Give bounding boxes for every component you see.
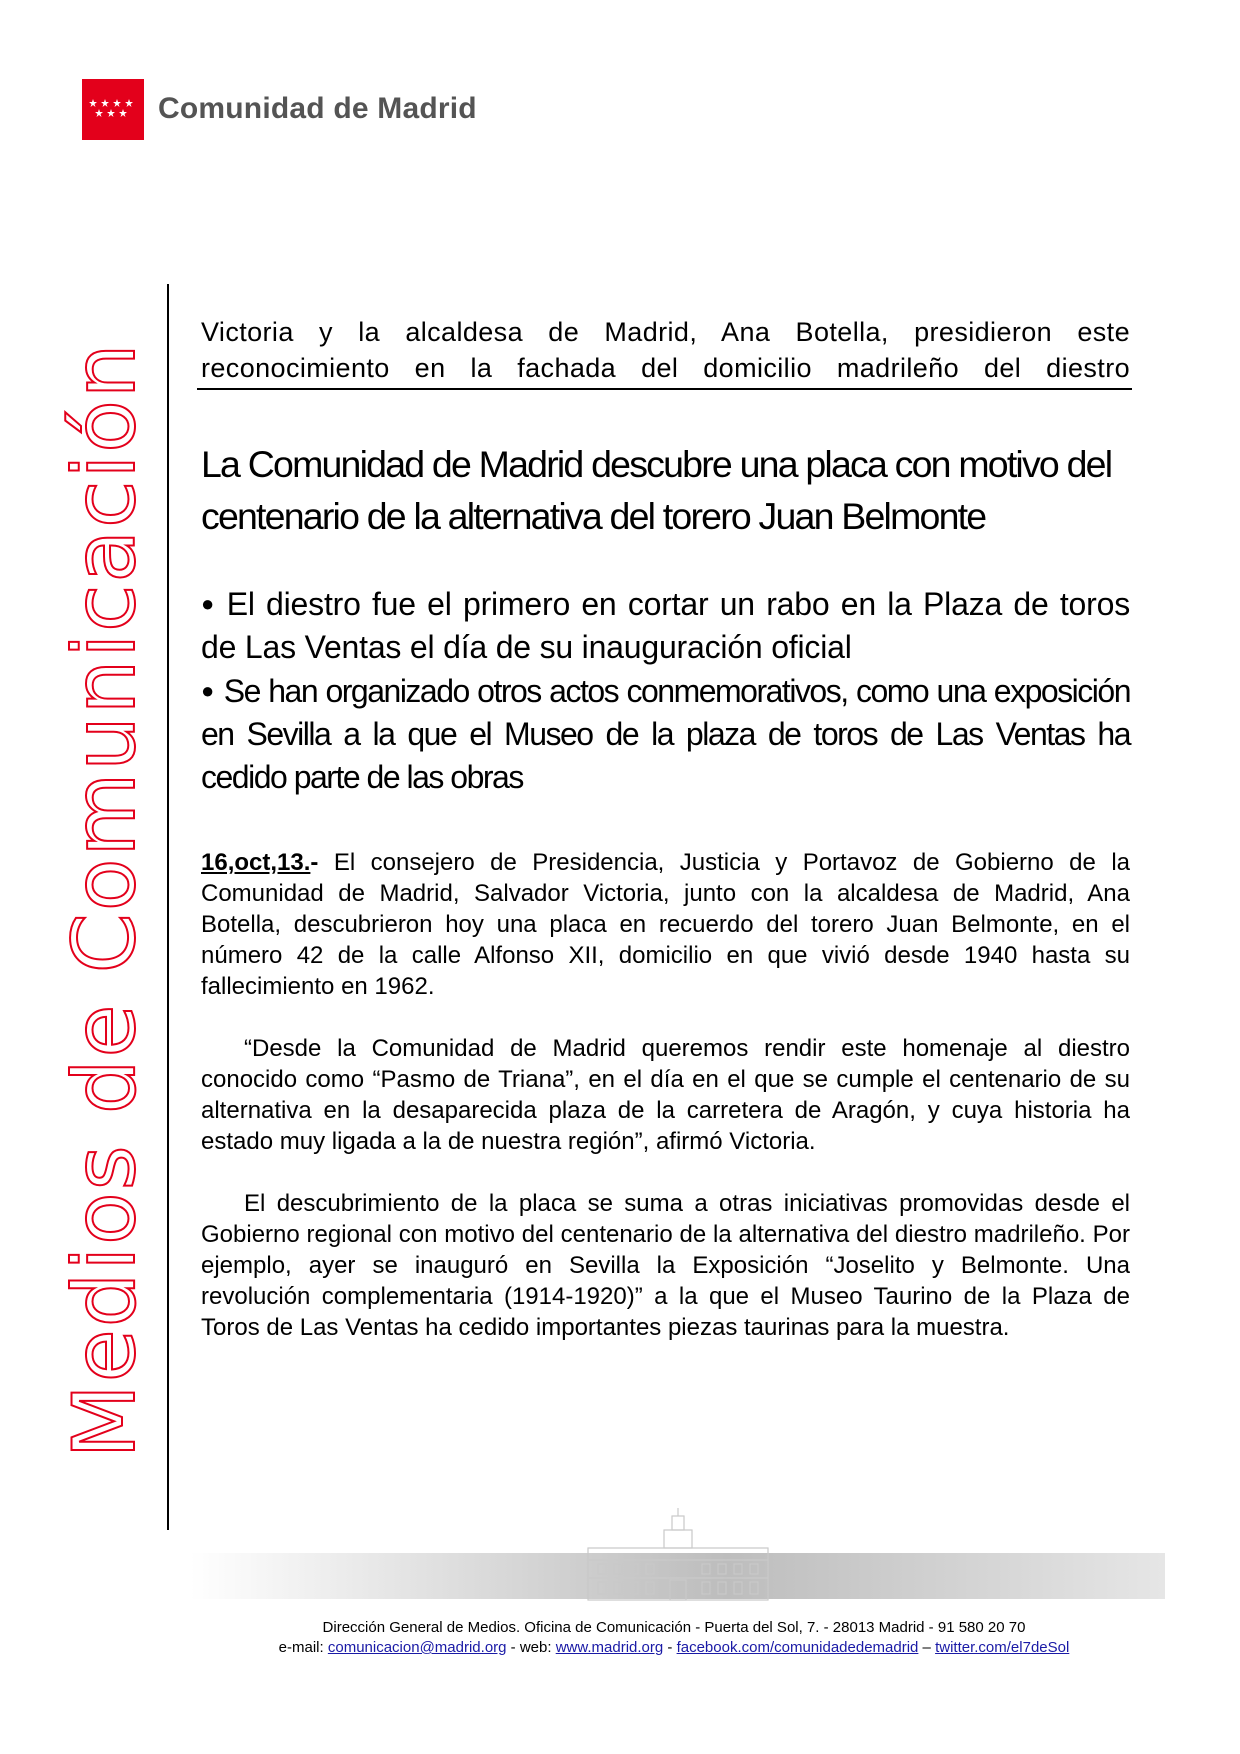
article-body (201, 847, 1130, 1374)
paragraph-3: El descubrimiento de la placa se suma a otras iniciativas promovidas desde el Gobierno regional con motivo del centenario de la alternativa del diestro madrileño. Por ejemplo, ayer se inauguró en Sevilla la Exposición “Joselito y Belmonte. Una revolución complementaria (1914-1920)” a la que el Museo Taurino de la Plaza de Toros de Las Ventas ha cedido importantes piezas taurinas para la muestra. (201, 1190, 1130, 1341)
footer-address: Dirección General de Medios. Oficina de Comunicación - Puerta del Sol, 7. - 28013 Madrid - 91 580 20 70 (322, 1619, 1026, 1636)
building-icon (586, 1508, 770, 1602)
org-name: Comunidad de Madrid (158, 92, 477, 125)
vertical-divider (167, 284, 169, 1530)
paragraph-2: “Desde la Comunidad de Madrid queremos rendir este homenaje al diestro conocido como “Pasmo de Triana”, en el día en el que se cumple el centenario de su alternativa en la desaparecida plaza de la carretera de Aragón, y cuya historia ha estado muy ligada a la de nuestra región”, afirmó Victoria. (201, 1035, 1130, 1155)
email-link[interactable]: comunicacion@madrid.org (327, 1639, 507, 1656)
footer-contacts: e-mail: comunicacion@madrid.org - web: www.madrid.org - facebook.com/comunidadedemadrid – twitter.com/el7deSol (278, 1639, 1070, 1656)
list-item: ● Se han organizado otros actos conmemorativos, como una exposición en Sevilla a la que el Museo de la plaza de toros de Las Ventas ha cedido parte de las obras (201, 673, 1130, 795)
stars-icon (89, 99, 137, 119)
bullet-icon: ● (201, 678, 214, 703)
twitter-link[interactable]: twitter.com/el7deSol (935, 1639, 1070, 1656)
comunidad-madrid-logo (82, 79, 144, 140)
web-link[interactable]: www.madrid.org (555, 1639, 664, 1656)
subheadline: Victoria y la alcaldesa de Madrid, Ana Botella, presidieron este reconocimiento en la fachada del domicilio madrileño del diestro (201, 317, 1130, 383)
bullet-list (201, 582, 1130, 799)
sidebar (55, 285, 155, 1515)
bullet-icon: ● (201, 591, 217, 616)
facebook-link[interactable]: facebook.com/comunidadedemadrid (676, 1639, 919, 1656)
subheadline-rule (197, 388, 1132, 390)
sidebar-label: Medios de Comunicación (55, 341, 155, 1459)
paragraph-1: 16,oct,13.- El consejero de Presidencia, Justicia y Portavoz de Gobierno de la Comunidad de Madrid, Salvador Victoria, junto con la alcaldesa de Madrid, Ana Botella, descubrieron hoy una placa en recuerdo del torero Juan Belmonte, en el número 42 de la calle Alfonso XII, domicilio en que vivió desde 1940 hasta su fallecimiento en 1962. (201, 849, 1130, 1000)
headline: La Comunidad de Madrid descubre una placa con motivo del centenario de la alternativa del torero Juan Belmonte (201, 443, 1112, 537)
list-item: ● El diestro fue el primero en cortar un rabo en la Plaza de toros de Las Ventas el día de su inauguración oficial (201, 586, 1131, 665)
dateline: 16,oct,13. (201, 849, 311, 876)
